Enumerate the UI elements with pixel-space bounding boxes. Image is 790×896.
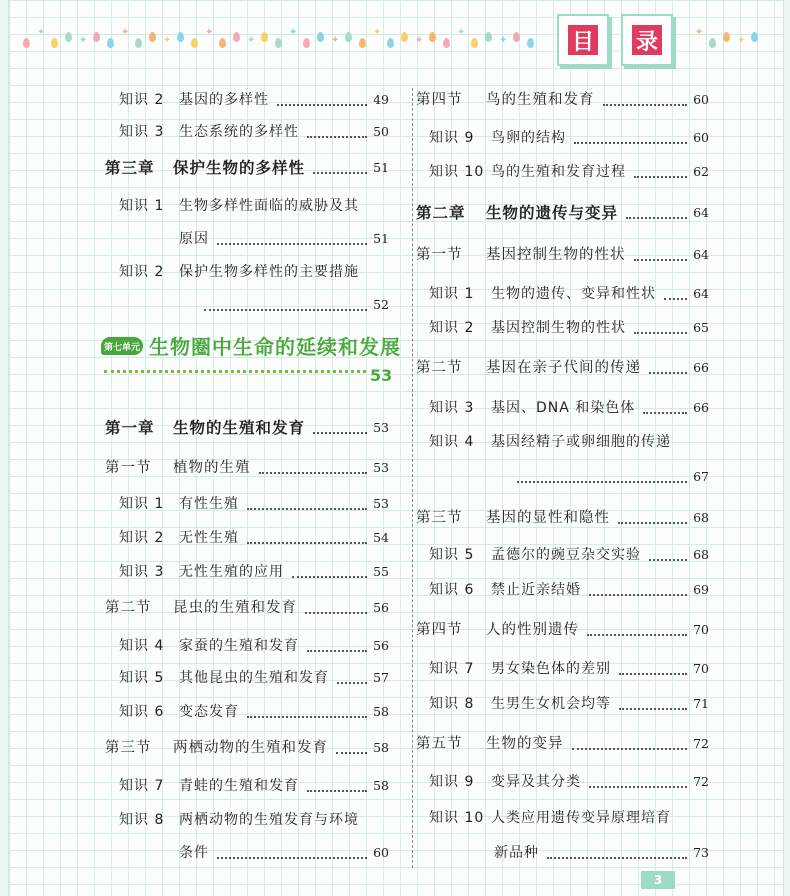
toc-page-number: 57: [373, 670, 389, 685]
toc-entry-label: 第二节: [105, 600, 152, 616]
toc-entry-title: 生物多样性面临的威胁及其: [179, 198, 359, 214]
toc-leader-dots: [619, 673, 687, 675]
toc-page-number: 64: [693, 205, 709, 220]
toc-entry[interactable]: [119, 562, 284, 582]
toc-entry-label: 知识 8: [429, 696, 475, 712]
toc-entry-label: 第三节: [416, 510, 463, 526]
toc-entry-title: 基因控制生物的性状: [491, 320, 626, 336]
toc-entry-label: 第四节: [416, 92, 463, 108]
toc-entry[interactable]: [429, 162, 626, 182]
toc-entry[interactable]: [416, 245, 626, 265]
toc-entry-title: 新品种: [494, 845, 539, 861]
toc-leader-dots: [574, 142, 687, 144]
toc-page-number: 72: [693, 736, 709, 751]
sparkle-icon: ✦: [457, 27, 466, 38]
sparkle-icon: ✦: [499, 35, 508, 46]
sparkle-icon: ✦: [121, 27, 130, 38]
toc-entry-label: 第二节: [416, 360, 463, 376]
toc-leader-dots: [587, 634, 687, 636]
toc-entry-title: 孟德尔的豌豆杂交实验: [491, 547, 641, 563]
sparkle-icon: ✦: [79, 35, 88, 46]
toc-entry[interactable]: [429, 398, 635, 418]
raindrop-icon: [401, 32, 408, 42]
toc-entry-label: 第一章: [105, 419, 155, 437]
toc-page-number: 64: [693, 286, 709, 301]
toc-entry-title: 昆虫的生殖和发育: [173, 600, 297, 616]
toc-entry-title: 生男生女机会均等: [491, 696, 611, 712]
raindrop-icon: [443, 38, 450, 48]
toc-entry-title: 其他昆虫的生殖和发育: [179, 670, 329, 686]
toc-page-number: 58: [373, 740, 389, 755]
toc-leader-dots: [634, 259, 688, 261]
toc-entry-title: 人的性别遗传: [486, 622, 579, 638]
toc-leader-dots: [305, 612, 367, 614]
toc-entry-label: 知识 9: [429, 774, 475, 790]
sparkle-icon: ✦: [163, 35, 172, 46]
toc-page-number: 66: [693, 360, 709, 375]
column-divider: [412, 88, 413, 868]
toc-entry[interactable]: [416, 90, 595, 110]
toc-entry-title: 生物的变异: [486, 736, 564, 752]
toc-page-number: 60: [693, 130, 709, 145]
toc-entry-title: 有性生殖: [179, 496, 239, 512]
toc-entry[interactable]: [429, 808, 671, 828]
toc-entry-label: 第三节: [105, 740, 152, 756]
raindrop-icon: [709, 38, 716, 48]
toc-page-number: 54: [373, 530, 389, 545]
toc-leader-dots: [603, 104, 688, 106]
toc-entry[interactable]: [119, 702, 239, 722]
toc-entry-label: 知识 5: [119, 670, 165, 686]
toc-entry-title: 人类应用遗传变异原理培育: [491, 810, 671, 826]
toc-entry-title: 植物的生殖: [173, 460, 251, 476]
toc-leader-dots: [217, 243, 367, 245]
toc-entry-title: 禁止近亲结婚: [491, 582, 581, 598]
toc-entry[interactable]: [105, 738, 328, 758]
toc-entry-title: 基因的显性和隐性: [486, 510, 610, 526]
raindrop-icon: [345, 32, 352, 42]
unit-page-number: 53: [370, 366, 393, 385]
raindrop-icon: [317, 32, 324, 42]
toc-entry-label: 知识 6: [429, 582, 475, 598]
toc-entry[interactable]: [416, 203, 618, 223]
raindrop-icon: [429, 32, 436, 42]
toc-page-number: 51: [373, 160, 389, 175]
raindrop-icon: [191, 38, 198, 48]
toc-entry[interactable]: [416, 508, 610, 528]
toc-entry[interactable]: [119, 528, 239, 548]
unit-badge: 第七单元: [101, 337, 143, 355]
toc-page-number: 67: [693, 469, 709, 484]
toc-entry[interactable]: [429, 318, 626, 338]
toc-leader-dots: [247, 716, 367, 718]
toc-entry-label: 第一节: [105, 460, 152, 476]
toc-page: [8, 0, 784, 896]
toc-leader-dots: [643, 412, 687, 414]
toc-leader-dots: [292, 576, 367, 578]
toc-page-number: 60: [373, 845, 389, 860]
toc-page-number: 62: [693, 164, 709, 179]
toc-page-number: 58: [373, 704, 389, 719]
toc-entry-label: 第三章: [105, 159, 155, 177]
toc-leader-dots: [589, 786, 687, 788]
toc-entry-label: 知识 1: [119, 496, 165, 512]
toc-page-number: 64: [693, 247, 709, 262]
toc-leader-dots: [337, 682, 367, 684]
toc-entry-title: 条件: [179, 845, 209, 861]
toc-entry-label: 知识 10: [429, 164, 485, 180]
title-box-2: [621, 14, 673, 66]
toc-page-number: 49: [373, 92, 389, 107]
toc-leader-dots: [336, 752, 367, 754]
raindrop-icon: [149, 32, 156, 42]
toc-entry-title: 变态发育: [179, 704, 239, 720]
toc-leader-dots: [649, 372, 687, 374]
toc-entry[interactable]: [119, 810, 359, 830]
toc-entry-label: 知识 6: [119, 704, 165, 720]
toc-page-number: 50: [373, 124, 389, 139]
toc-entry[interactable]: [105, 598, 297, 618]
title-char-2: 录: [632, 25, 662, 55]
toc-entry-title: 基因在亲子代间的传递: [486, 360, 641, 376]
raindrop-icon: [51, 38, 58, 48]
toc-entry[interactable]: [179, 843, 209, 863]
toc-leader-dots: [572, 748, 688, 750]
toc-leader-dots: [277, 104, 367, 106]
toc-entry-title: 原因: [179, 231, 209, 247]
raindrop-icon: [135, 38, 142, 48]
toc-page-number: 51: [373, 231, 389, 246]
sparkle-icon: ✦: [289, 27, 298, 38]
raindrop-icon: [219, 38, 226, 48]
toc-entry[interactable]: [416, 734, 564, 754]
toc-entry-label: 知识 3: [119, 124, 165, 140]
toc-page-number: 65: [693, 320, 709, 335]
toc-entry-label: 知识 1: [119, 198, 165, 214]
toc-entry-title: 生态系统的多样性: [179, 124, 299, 140]
toc-entry-title: 男女染色体的差别: [491, 661, 611, 677]
toc-leader-dots: [589, 594, 687, 596]
toc-leader-dots: [204, 309, 367, 311]
toc-leader-dots: [649, 559, 687, 561]
toc-entry[interactable]: [429, 580, 581, 600]
toc-entry[interactable]: [119, 494, 239, 514]
toc-entry-label: 第四节: [416, 622, 463, 638]
toc-entry-label: 知识 2: [119, 92, 165, 108]
sparkle-icon: ✦: [331, 35, 340, 46]
toc-entry[interactable]: [105, 158, 305, 178]
toc-entry-label: 第五节: [416, 736, 463, 752]
toc-page-number: 70: [693, 661, 709, 676]
toc-leader-dots: [634, 176, 687, 178]
raindrop-icon: [107, 38, 114, 48]
toc-entry[interactable]: [119, 636, 299, 656]
sparkle-icon: ✦: [415, 35, 424, 46]
toc-entry-title: 保护生物的多样性: [173, 159, 306, 177]
toc-entry[interactable]: [429, 432, 671, 452]
toc-entry-title: 生物的遗传、变异和性状: [491, 286, 656, 302]
toc-entry[interactable]: [429, 545, 641, 565]
raindrop-icon: [233, 32, 240, 42]
page-number: 3: [641, 871, 675, 889]
toc-entry-title: 鸟的生殖和发育: [486, 92, 595, 108]
toc-entry-label: 知识 5: [429, 547, 475, 563]
toc-leader-dots: [217, 857, 367, 859]
toc-page-number: 53: [373, 460, 389, 475]
toc-leader-dots: [247, 508, 367, 510]
raindrop-icon: [723, 32, 730, 42]
raindrop-icon: [261, 32, 268, 42]
toc-page-number: 73: [693, 845, 709, 860]
toc-leader-dots: [517, 481, 687, 483]
toc-entry-title: 生物的生殖和发育: [173, 419, 306, 437]
toc-entry[interactable]: [119, 90, 269, 110]
toc-entry-label: 知识 2: [119, 264, 165, 280]
toc-entry[interactable]: [416, 358, 641, 378]
toc-entry-label: 知识 2: [429, 320, 475, 336]
toc-page-number: 58: [373, 778, 389, 793]
toc-entry-title: 无性生殖: [179, 530, 239, 546]
raindrop-icon: [513, 32, 520, 42]
toc-entry-title: 保护生物多样性的主要措施: [179, 264, 359, 280]
raindrop-icon: [177, 32, 184, 42]
raindrop-icon: [387, 38, 394, 48]
toc-page-number: 60: [693, 92, 709, 107]
raindrop-icon: [471, 38, 478, 48]
toc-entry-title: 基因经精子或卵细胞的传递: [491, 434, 671, 450]
toc-entry-label: 第一节: [416, 247, 463, 263]
toc-leader-dots: [307, 650, 367, 652]
toc-leader-dots: [618, 522, 687, 524]
toc-entry-label: 知识 2: [119, 530, 165, 546]
toc-leader-dots: [307, 790, 367, 792]
toc-leader-dots: [634, 332, 687, 334]
toc-leader-dots: [247, 542, 367, 544]
raindrop-icon: [527, 38, 534, 48]
toc-leader-dots: [313, 172, 367, 174]
toc-page-number: 72: [693, 774, 709, 789]
raindrop-icon: [751, 32, 758, 42]
toc-entry-title: 青蛙的生殖和发育: [179, 778, 299, 794]
toc-entry-title: 两栖动物的生殖发育与环境: [179, 812, 359, 828]
sparkle-icon: ✦: [247, 35, 256, 46]
toc-entry-title: 无性生殖的应用: [179, 564, 284, 580]
toc-entry-title: 家蚕的生殖和发育: [179, 638, 299, 654]
toc-leader-dots: [547, 857, 687, 859]
toc-entry-label: 知识 3: [119, 564, 165, 580]
title-box-1: [557, 14, 609, 66]
toc-entry-title: 两栖动物的生殖和发育: [173, 740, 328, 756]
title-char-1: 目: [568, 25, 598, 55]
toc-page-number: 68: [693, 510, 709, 525]
toc-entry-label: 知识 4: [429, 434, 475, 450]
toc-page-number: 53: [373, 496, 389, 511]
unit-title[interactable]: 生物圈中生命的延续和发展: [149, 335, 401, 359]
toc-entry[interactable]: [119, 196, 359, 216]
toc-entry[interactable]: [179, 229, 209, 249]
toc-page-number: 70: [693, 622, 709, 637]
toc-entry-title: 基因的多样性: [179, 92, 269, 108]
toc-entry-title: 鸟的生殖和发育过程: [491, 164, 626, 180]
toc-entry[interactable]: [429, 128, 566, 148]
toc-entry-label: 知识 4: [119, 638, 165, 654]
toc-leader-dots: [307, 136, 367, 138]
raindrop-icon: [359, 38, 366, 48]
toc-entry[interactable]: [119, 122, 299, 142]
raindrop-icon: [93, 32, 100, 42]
toc-entry-title: 基因、DNA 和染色体: [491, 400, 636, 416]
toc-leader-dots: [313, 432, 367, 434]
toc-entry[interactable]: [429, 659, 611, 679]
raindrop-icon: [275, 38, 282, 48]
toc-entry-label: 知识 1: [429, 286, 475, 302]
toc-entry-label: 知识 9: [429, 130, 475, 146]
toc-page-number: 56: [373, 638, 389, 653]
raindrop-icon: [23, 38, 30, 48]
toc-entry-label: 知识 8: [119, 812, 165, 828]
toc-entry-label: 知识 7: [119, 778, 165, 794]
toc-entry[interactable]: [119, 262, 359, 282]
toc-entry-title: 鸟卵的结构: [491, 130, 566, 146]
sparkle-icon: ✦: [205, 27, 214, 38]
raindrop-icon: [65, 32, 72, 42]
toc-entry-title: 基因控制生物的性状: [486, 247, 626, 263]
raindrop-icon: [303, 38, 310, 48]
toc-leader-dots: [664, 298, 687, 300]
toc-page-number: 69: [693, 582, 709, 597]
toc-page-number: 66: [693, 400, 709, 415]
toc-entry[interactable]: [119, 668, 329, 688]
toc-leader-dots: [626, 217, 687, 219]
sparkle-icon: ✦: [373, 27, 382, 38]
toc-entry[interactable]: [416, 620, 579, 640]
toc-entry[interactable]: [429, 284, 656, 304]
toc-entry-label: 知识 10: [429, 810, 485, 826]
toc-page-number: 53: [373, 420, 389, 435]
toc-entry[interactable]: [429, 694, 611, 714]
toc-entry[interactable]: [105, 458, 251, 478]
sparkle-icon: ✦: [695, 27, 704, 38]
toc-entry-label: 知识 7: [429, 661, 475, 677]
raindrop-icon: [485, 32, 492, 42]
toc-leader-dots: [259, 472, 368, 474]
toc-page-number: 71: [693, 696, 709, 711]
unit-leader-dots: [104, 370, 366, 373]
toc-page-number: 56: [373, 600, 389, 615]
toc-entry-label: 第二章: [416, 204, 466, 222]
toc-entry[interactable]: [119, 776, 299, 796]
toc-entry-label: 知识 3: [429, 400, 475, 416]
toc-leader-dots: [619, 708, 687, 710]
toc-entry-title: 生物的遗传与变异: [486, 204, 619, 222]
sparkle-icon: ✦: [37, 27, 46, 38]
toc-entry[interactable]: [429, 772, 581, 792]
toc-entry[interactable]: [105, 418, 305, 438]
toc-page-number: 55: [373, 564, 389, 579]
toc-entry[interactable]: [494, 843, 539, 863]
toc-page-number: 68: [693, 547, 709, 562]
toc-entry-title: 变异及其分类: [491, 774, 581, 790]
toc-page-number: 52: [373, 297, 389, 312]
sparkle-icon: ✦: [737, 35, 746, 46]
